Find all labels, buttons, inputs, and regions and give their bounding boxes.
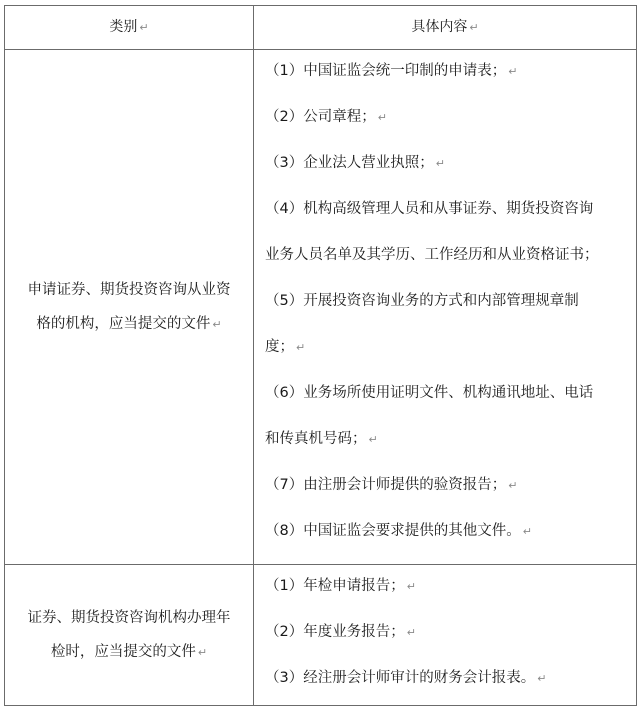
category-cell bbox=[5, 565, 254, 706]
paragraph-mark-icon: ↵ bbox=[197, 645, 208, 659]
paragraph-mark-icon: ↵ bbox=[368, 433, 378, 446]
category-line: 检时，应当提交的文件 ↵ bbox=[50, 643, 208, 660]
header-content-cell bbox=[254, 6, 637, 50]
category-cell bbox=[5, 50, 254, 565]
paragraph-mark-icon: ↵ bbox=[508, 65, 518, 78]
paragraph-mark-icon: ↵ bbox=[212, 317, 222, 331]
header-content-label: 具体内容 bbox=[411, 19, 468, 35]
table-row bbox=[5, 565, 637, 706]
header-category-label: 类别 bbox=[109, 19, 138, 35]
paragraph-mark-icon: ↵ bbox=[537, 672, 547, 685]
category-line: 格的机构，应当提交的文件 ↵ bbox=[36, 315, 222, 332]
list-item: （3）企业法人营业执照； ↵ bbox=[265, 155, 445, 171]
category-line: 申请证券、期货投资咨询从业资 bbox=[27, 281, 231, 298]
paragraph-mark-icon: ↵ bbox=[469, 21, 479, 34]
paragraph-mark-icon: ↵ bbox=[508, 479, 518, 492]
list-item: （5）开展投资咨询业务的方式和内部管理规章制 度； ↵ bbox=[265, 293, 579, 355]
list-item: （1）年检申请报告； ↵ bbox=[265, 578, 416, 594]
paragraph-mark-icon: ↵ bbox=[139, 21, 149, 34]
list-item: （2）公司章程； ↵ bbox=[265, 109, 387, 125]
document-table bbox=[4, 5, 637, 706]
list-item: （6）业务场所使用证明文件、机构通讯地址、电话 和传真机号码； ↵ bbox=[265, 385, 594, 447]
list-item: （2）年度业务报告； ↵ bbox=[265, 624, 416, 640]
category-line: 证券、期货投资咨询机构办理年 bbox=[27, 609, 231, 626]
content-cell bbox=[254, 50, 637, 565]
paragraph-mark-icon: ↵ bbox=[377, 111, 387, 124]
list-item: （7）由注册会计师提供的验资报告； ↵ bbox=[265, 477, 518, 493]
table-header-row bbox=[5, 6, 637, 50]
paragraph-mark-icon: ↵ bbox=[435, 157, 445, 170]
paragraph-mark-icon: ↵ bbox=[296, 341, 306, 354]
list-item: （4）机构高级管理人员和从事证券、期货投资咨询 业务人员名单及其学历、工作经历和从业资格证书； bbox=[265, 201, 599, 263]
header-category-cell bbox=[5, 6, 254, 50]
list-item: （8）中国证监会要求提供的其他文件。 ↵ bbox=[265, 523, 532, 539]
list-item: （3）经注册会计师审计的财务会计报表。 ↵ bbox=[265, 670, 547, 686]
paragraph-mark-icon: ↵ bbox=[522, 525, 532, 538]
content-cell bbox=[254, 565, 637, 706]
paragraph-mark-icon: ↵ bbox=[406, 580, 416, 593]
table-row bbox=[5, 50, 637, 565]
paragraph-mark-icon: ↵ bbox=[406, 626, 416, 639]
list-item: （1）中国证监会统一印制的申请表； ↵ bbox=[265, 63, 518, 79]
